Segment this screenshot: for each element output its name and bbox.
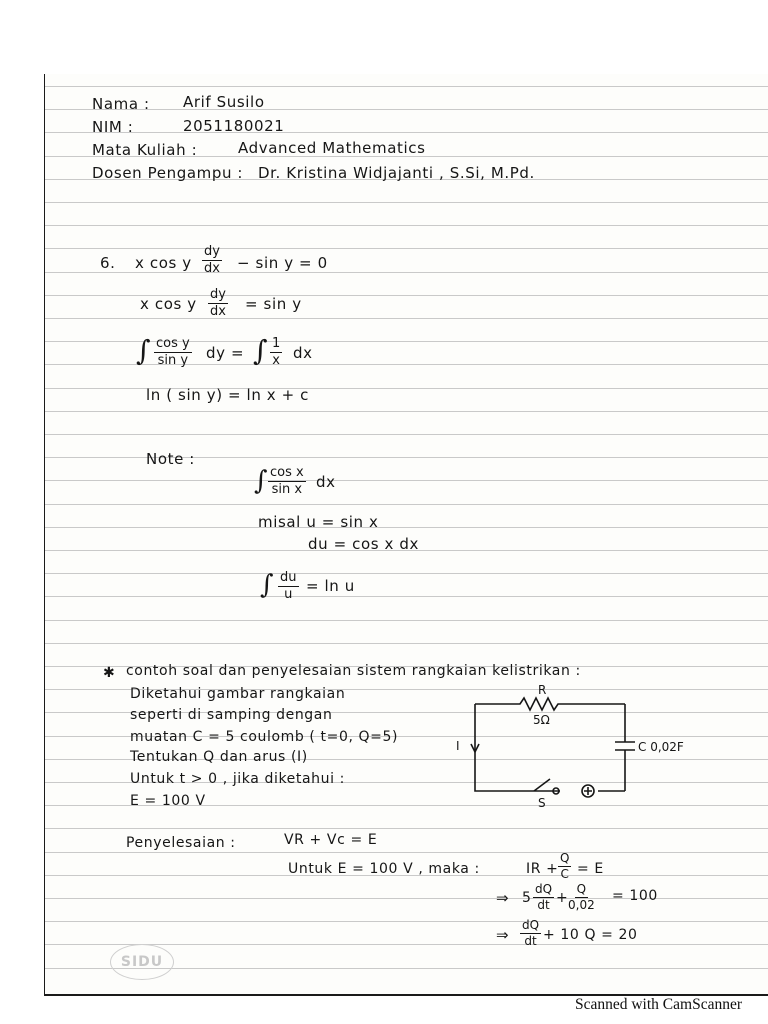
capacitor (615, 704, 635, 791)
p6-l3-post: dx (293, 344, 313, 362)
ruled-line (45, 480, 768, 481)
ruled-line (45, 573, 768, 574)
example-line-2: seperti di samping dengan (130, 707, 333, 723)
p6-l3-den-a: sin y (157, 352, 189, 368)
integral-sign: ∫ (260, 570, 274, 600)
switch-label: S (538, 796, 546, 810)
p6-l3-num-a: cos y (156, 336, 190, 351)
solution-eq1: VR + Vc = E (284, 832, 378, 848)
solution-eq2-a: IR + (526, 861, 559, 877)
solution-eq3-fraction-2 (568, 883, 595, 911)
example-line-5: Untuk t > 0 , jika diketahui : (130, 771, 345, 787)
p6-l2-num: dy (210, 287, 226, 302)
p6-l3-fraction-a (154, 337, 192, 367)
note-result-post: = ln u (306, 577, 355, 595)
p6-l1-den: dx (204, 260, 220, 276)
note-fraction (268, 466, 306, 496)
p6-l1-num: dy (204, 244, 220, 259)
course-value: Advanced Mathematics (238, 139, 426, 157)
camscanner-footer: Scanned with CamScanner (574, 996, 742, 1013)
ruled-line (45, 86, 768, 87)
nim-value: 2051180021 (183, 117, 285, 135)
solution-eq3-fraction-1 (533, 883, 554, 911)
switch (534, 779, 625, 791)
current-label: I (456, 739, 460, 753)
p6-l3-fraction-b (270, 337, 282, 367)
note-result-den: u (284, 586, 293, 602)
ruled-line (45, 828, 768, 829)
lecturer-value: Dr. Kristina Widjajanti , S.Si, M.Pd. (258, 164, 535, 182)
ruled-line (45, 318, 768, 319)
name-label: Nama : (92, 95, 150, 113)
solution-eq2-pre: Untuk E = 100 V , maka : (288, 861, 480, 877)
ruled-line (45, 434, 768, 435)
example-line-1: Diketahui gambar rangkaian (130, 686, 346, 702)
capacitor-label: C 0,02F (638, 740, 684, 754)
p6-l1-pre: x cos y (135, 254, 192, 272)
lecturer-label: Dosen Pengampu : (92, 164, 244, 182)
ruled-line (45, 109, 768, 110)
solution-eq3-den1: dt (537, 897, 550, 912)
note-den: sin x (271, 481, 303, 497)
implies-arrow-icon: ⇒ (496, 889, 510, 907)
solution-eq3-a: 5 (522, 890, 532, 906)
nim-label: NIM : (92, 118, 134, 136)
example-line-3: muatan C = 5 coulomb ( t=0, Q=5) (130, 729, 399, 745)
solution-eq4-num: dQ (522, 918, 540, 932)
circuit-diagram (450, 680, 740, 810)
solution-eq2-den: C (560, 866, 569, 881)
example-line-6: E = 100 V (130, 793, 206, 809)
ruled-line (45, 620, 768, 621)
note-post: dx (316, 473, 336, 491)
p6-l2-pre: x cos y (140, 295, 197, 313)
solution-eq2-num: Q (560, 851, 570, 865)
note-result-num: du (280, 570, 297, 585)
p6-l3-mid: dy = (206, 344, 245, 362)
name-value: Arif Susilo (183, 93, 265, 111)
p6-l1-post: − sin y = 0 (237, 254, 328, 272)
ruled-line (45, 202, 768, 203)
solution-eq3-num1: dQ (535, 882, 553, 896)
note-misal: misal u = sin x (258, 513, 379, 531)
integral-sign: ∫ (253, 334, 268, 367)
ruled-line (45, 504, 768, 505)
ruled-line (45, 411, 768, 412)
ruled-line (45, 225, 768, 226)
resistor-label: R (538, 683, 547, 697)
example-line-4: Tentukan Q dan arus (I) (130, 749, 308, 765)
p6-l2-fraction (208, 288, 228, 318)
resistor (475, 698, 625, 710)
solution-label: Penyelesaian : (126, 835, 236, 851)
note-du: du = cos x dx (308, 535, 419, 553)
solution-eq4-den: dt (524, 933, 537, 948)
ruled-line (45, 248, 768, 249)
ruled-line (45, 596, 768, 597)
p6-l1-fraction (202, 245, 222, 275)
solution-eq2-post: = E (577, 861, 604, 877)
integral-sign: ∫ (254, 466, 268, 496)
p6-l2-post: = sin y (245, 295, 302, 313)
solution-eq4-post: + 10 Q = 20 (543, 927, 638, 943)
solution-eq3-den2: 0,02 (568, 897, 595, 912)
p6-l2-den: dx (210, 303, 226, 319)
solution-eq3-post: = 100 (612, 888, 658, 904)
bullet-icon: ✱ (103, 665, 116, 681)
solution-eq3-num2: Q (576, 882, 587, 896)
ruled-line (45, 527, 768, 528)
solution-eq2-fraction (558, 852, 571, 880)
p6-l3-num-b: 1 (272, 336, 281, 351)
ruled-line (45, 898, 768, 899)
note-result-fraction (278, 571, 299, 601)
integral-sign: ∫ (136, 334, 151, 367)
example-title: contoh soal dan penyelesaian sistem rangkaian kelistrikan : (126, 663, 581, 679)
problem-number: 6. (100, 254, 116, 272)
course-label: Mata Kuliah : (92, 141, 198, 159)
solution-eq4-fraction (520, 919, 541, 947)
note-num: cos x (270, 465, 304, 480)
p6-l4: ln ( sin y) = ln x + c (146, 386, 310, 404)
ruled-line (45, 132, 768, 133)
implies-arrow-icon: ⇒ (496, 926, 510, 944)
solution-eq3-plus: + (556, 890, 569, 906)
note-label: Note : (146, 450, 195, 468)
p6-l3-den-b: x (272, 352, 280, 368)
ruled-line (45, 643, 768, 644)
resistor-value: 5Ω (533, 713, 550, 727)
sidu-watermark-logo: SIDU (110, 944, 174, 980)
ruled-line (45, 921, 768, 922)
ruled-line (45, 852, 768, 853)
